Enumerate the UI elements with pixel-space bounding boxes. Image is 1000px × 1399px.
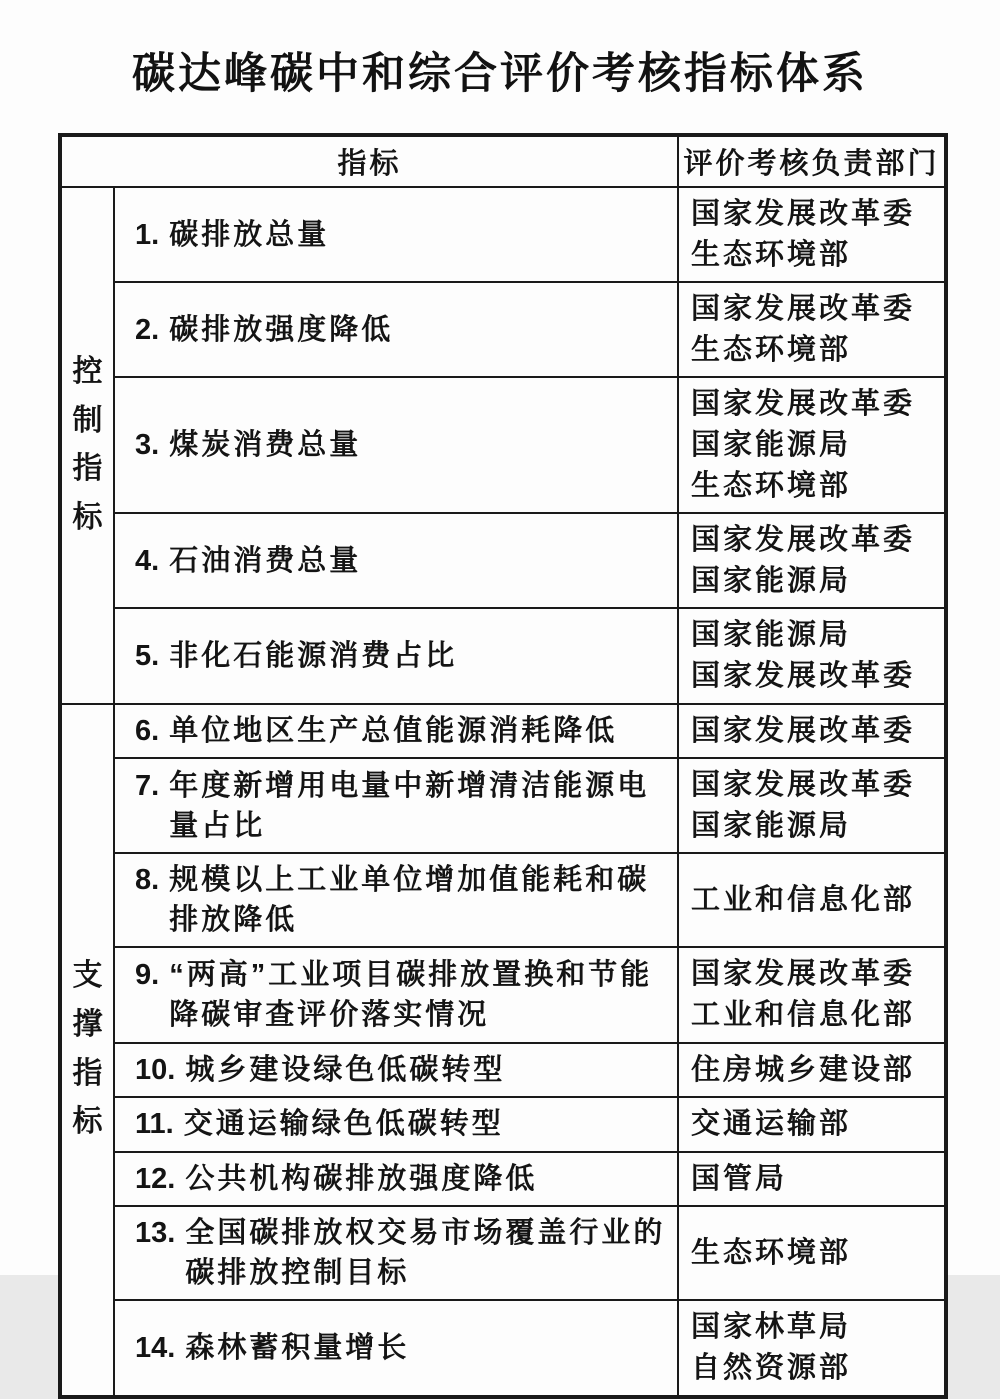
- department-name: 国家能源局: [691, 564, 852, 597]
- department-name: 国家发展改革委: [691, 769, 916, 802]
- department-name: 国管局: [691, 1162, 788, 1195]
- indicator-text: 年度新增用电量中新增清洁能源电量占比: [169, 769, 650, 842]
- header-indicator: 指标: [60, 135, 678, 187]
- indicator-text: 公共机构碳排放强度降低: [185, 1163, 538, 1195]
- department-name: 国家发展改革委: [691, 293, 916, 326]
- department-cell: [678, 513, 946, 608]
- department-name: 住房城乡建设部: [691, 1053, 916, 1086]
- table-row: [60, 187, 946, 282]
- indicator-number: 7.: [135, 769, 160, 802]
- table-row: [60, 513, 946, 608]
- indicator-text: 非化石能源消费占比: [169, 639, 458, 672]
- group-label-cell: [60, 704, 114, 1397]
- indicator-number: 2.: [135, 313, 160, 346]
- department-cell: [678, 377, 946, 513]
- indicator-number: 5.: [135, 639, 160, 672]
- indicator-cell: [114, 513, 678, 608]
- indicator-cell: [114, 608, 678, 703]
- department-name: 国家发展改革委: [691, 198, 916, 230]
- indicator-number: 13.: [135, 1217, 176, 1250]
- table-header-row: [60, 135, 946, 187]
- department-cell: [678, 1300, 946, 1396]
- indicator-number: 4.: [135, 544, 160, 577]
- indicator-number: 9.: [135, 958, 160, 991]
- table-row: [60, 758, 946, 853]
- department-cell: [678, 758, 946, 853]
- department-name: 生态环境部: [691, 238, 852, 271]
- indicator-cell: [114, 1152, 678, 1207]
- department-cell: [678, 608, 946, 703]
- table-row: [60, 1300, 946, 1396]
- department-name: 国家发展改革委: [691, 388, 916, 421]
- indicator-number: 6.: [135, 714, 160, 747]
- group-label-cell: [60, 187, 114, 704]
- indicator-text: 煤炭消费总量: [169, 429, 362, 462]
- indicator-text: 规模以上工业单位增加值能耗和碳排放降低: [169, 864, 650, 937]
- department-cell: [678, 187, 946, 282]
- indicator-cell: [114, 853, 678, 947]
- indicator-text: 石油消费总量: [169, 544, 362, 577]
- department-name: 国家发展改革委: [691, 524, 916, 557]
- indicator-text: 森林蓄积量增长: [185, 1331, 410, 1364]
- department-cell: [678, 704, 946, 759]
- group-label-control: 控制指标: [72, 355, 103, 534]
- indicator-cell: [114, 282, 678, 377]
- department-cell: [678, 947, 946, 1042]
- department-cell: [678, 1043, 946, 1098]
- department-name: 国家发展改革委: [691, 659, 916, 692]
- table-row: [60, 1097, 946, 1152]
- department-cell: [678, 282, 946, 377]
- indicator-number: 1.: [135, 218, 160, 251]
- indicator-number: 14.: [135, 1331, 176, 1364]
- department-name: 自然资源部: [691, 1351, 852, 1384]
- table-row: [60, 282, 946, 377]
- indicator-cell: [114, 1097, 678, 1152]
- indicator-text: 单位地区生产总值能源消耗降低: [169, 714, 618, 747]
- indicator-cell: [114, 1300, 678, 1396]
- indicator-cell: [114, 377, 678, 513]
- indicator-cell: [114, 187, 678, 282]
- indicator-number: 10.: [135, 1053, 176, 1086]
- indicator-number: 11.: [135, 1108, 174, 1141]
- indicator-text: 城乡建设绿色低碳转型: [185, 1053, 506, 1086]
- indicator-cell: [114, 704, 678, 759]
- department-cell: [678, 853, 946, 947]
- department-name: 工业和信息化部: [691, 998, 916, 1031]
- department-cell: [678, 1152, 946, 1207]
- department-name: 国家能源局: [691, 809, 852, 842]
- indicator-text: 全国碳排放权交易市场覆盖行业的碳排放控制目标: [185, 1217, 666, 1290]
- indicator-table: [58, 133, 948, 1399]
- department-name: 生态环境部: [691, 1237, 852, 1270]
- department-name: 国家能源局: [691, 619, 852, 652]
- table-row: [60, 608, 946, 703]
- department-name: 国家能源局: [691, 428, 852, 461]
- indicator-number: 12.: [135, 1163, 176, 1195]
- indicator-text: 碳排放总量: [169, 218, 330, 251]
- header-department: 评价考核负责部门: [678, 135, 946, 187]
- department-name: 交通运输部: [691, 1108, 852, 1141]
- page-title: 碳达峰碳中和综合评价考核指标体系: [132, 50, 868, 98]
- group-label-support: 支撑指标: [72, 959, 103, 1139]
- department-name: 工业和信息化部: [691, 884, 916, 917]
- table-row: [60, 704, 946, 759]
- indicator-cell: [114, 758, 678, 853]
- department-name: 生态环境部: [691, 333, 852, 366]
- table-row: [60, 1152, 946, 1207]
- indicator-text: 交通运输绿色低碳转型: [183, 1108, 504, 1141]
- department-cell: [678, 1206, 946, 1300]
- table-row: [60, 853, 946, 947]
- department-name: 国家发展改革委: [691, 714, 916, 747]
- table-row: [60, 1206, 946, 1300]
- department-name: 国家发展改革委: [691, 958, 916, 991]
- indicator-number: 3.: [135, 429, 160, 462]
- table-row: [60, 377, 946, 513]
- table-row: [60, 1043, 946, 1098]
- indicator-cell: [114, 947, 678, 1042]
- indicator-number: 8.: [135, 864, 160, 897]
- indicator-text: “两高”工业项目碳排放置换和节能降碳审查评价落实情况: [169, 958, 653, 1031]
- indicator-cell: [114, 1043, 678, 1098]
- table-row: [60, 947, 946, 1042]
- indicator-text: 碳排放强度降低: [169, 313, 394, 346]
- department-name: 国家林草局: [691, 1311, 852, 1344]
- department-cell: [678, 1097, 946, 1152]
- department-name: 生态环境部: [691, 469, 852, 502]
- indicator-cell: [114, 1206, 678, 1300]
